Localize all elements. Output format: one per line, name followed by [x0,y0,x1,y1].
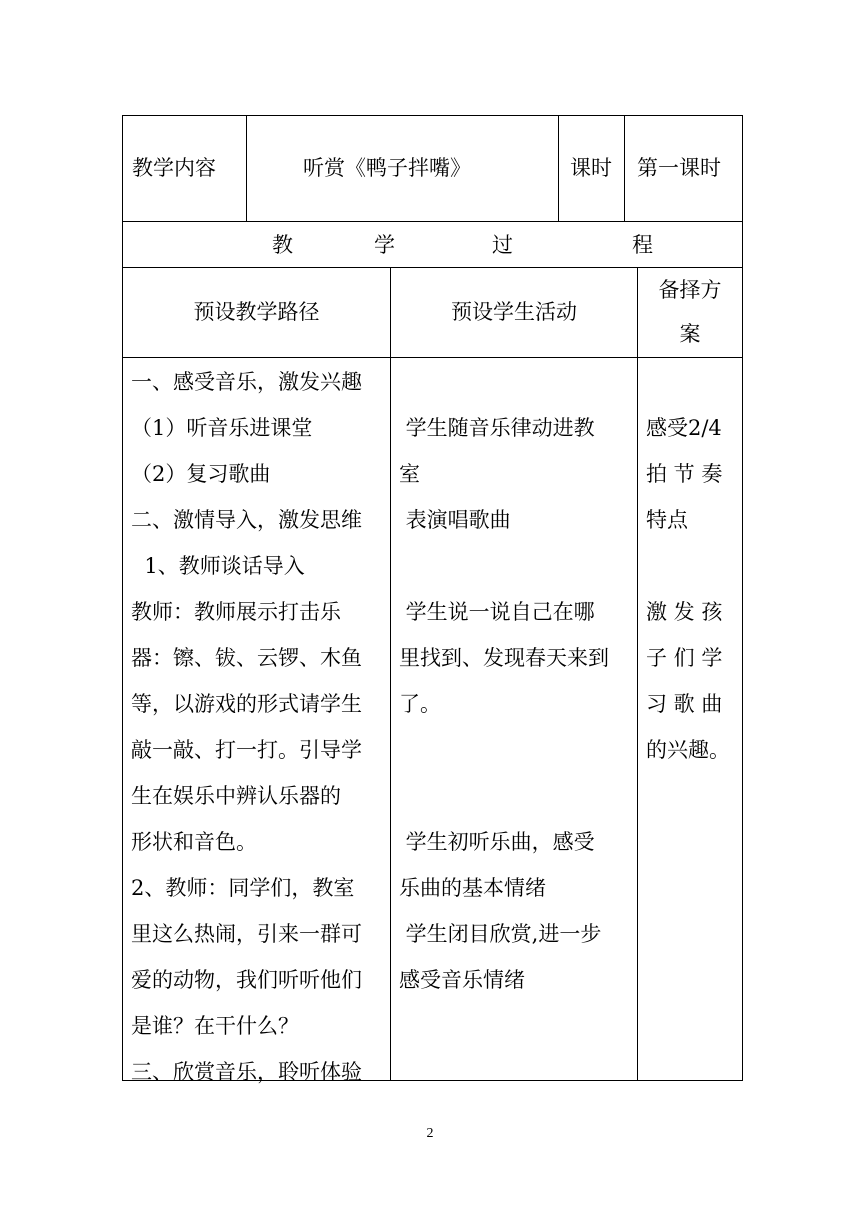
text-line: 三、欣赏音乐，聆听体验 [131,1060,362,1084]
text-line [399,1049,635,1095]
column-header-activity: 预设学生活动 [451,300,577,324]
text-line: 感受音乐情绪 [399,968,525,992]
text-line: 教师：教师展示打击乐 [131,600,341,624]
text-line: 等，以游戏的形式请学生 [131,692,362,716]
text-line: 学生说一说自己在哪 [399,600,595,624]
text-line: 学生随音乐律动进教 [399,416,595,440]
text-line: （2）复习歌曲 [131,462,271,486]
column-header-alt: 案 [679,322,701,346]
text-line: 激 发 孩 [646,600,723,624]
text-line: 的兴趣。 [646,738,730,762]
text-line: 1、教师谈话导入 [131,554,305,578]
text-line: 二、激情导入，激发思维 [131,508,362,532]
process-title-char: 程 [632,233,653,257]
text-line [646,359,740,405]
text-line [399,773,635,819]
table-border-top [122,115,743,116]
text-line: 乐曲的基本情绪 [399,876,546,900]
header-divider [624,115,625,221]
text-line: 形状和音色。 [131,830,257,854]
process-title-char: 教 [272,233,293,257]
content-label: 教学内容 [132,156,216,180]
table-border-right [742,115,743,1081]
process-title-char: 学 [374,233,395,257]
text-line: 学生闭目欣赏,进一步 [399,922,602,946]
text-line: 器：镲、钹、云锣、木鱼 [131,646,362,670]
column-header-alt: 备择方 [658,278,722,302]
period-value: 第一课时 [637,156,721,180]
text-line: 子 们 学 [646,646,723,670]
content-value: 听赏《鸭子拌嘴》 [303,156,471,180]
text-line [399,359,635,405]
text-line [646,911,740,957]
text-line: 爱的动物，我们听听他们 [131,968,362,992]
header-divider [558,115,559,221]
text-line: 生在娱乐中辨认乐器的 [131,784,341,808]
activity-column [399,359,635,1095]
table-border-left [122,115,123,1081]
text-line [399,543,635,589]
page-number: 2 [426,1126,434,1141]
text-line [399,727,635,773]
text-line: 习 歌 曲 [646,692,723,716]
text-line: 感受2/4 [646,416,722,440]
column-divider [637,267,638,1081]
alt-column [646,359,740,1095]
text-line: 里找到、发现春天来到 [399,646,609,670]
process-title-char: 过 [492,233,513,257]
text-line [646,1049,740,1095]
text-line: 一、感受音乐，激发兴趣 [131,370,362,394]
text-line: 室 [399,462,420,486]
text-line: 敲一敲、打一打。引导学 [131,738,362,762]
text-line [646,773,740,819]
text-line [399,1003,635,1049]
text-line: 是谁？在干什么？ [131,1014,299,1038]
text-line: 表演唱歌曲 [399,508,511,532]
text-line [646,543,740,589]
table-divider [122,357,743,358]
text-line: 特点 [646,508,688,532]
column-header-path: 预设教学路径 [193,300,320,324]
text-line: 拍 节 奏 [646,462,723,486]
text-line [646,865,740,911]
text-line [646,957,740,1003]
header-divider [246,115,247,221]
period-label: 课时 [570,156,612,180]
text-line: （1）听音乐进课堂 [131,416,313,440]
text-line: 学生初听乐曲，感受 [399,830,595,854]
text-line: 了。 [399,692,441,716]
text-line: 2、教师：同学们，教室 [131,876,355,900]
path-column [131,359,389,1095]
column-divider [390,267,391,1081]
text-line: 里这么热闹，引来一群可 [131,922,362,946]
text-line [646,819,740,865]
text-line [646,1003,740,1049]
